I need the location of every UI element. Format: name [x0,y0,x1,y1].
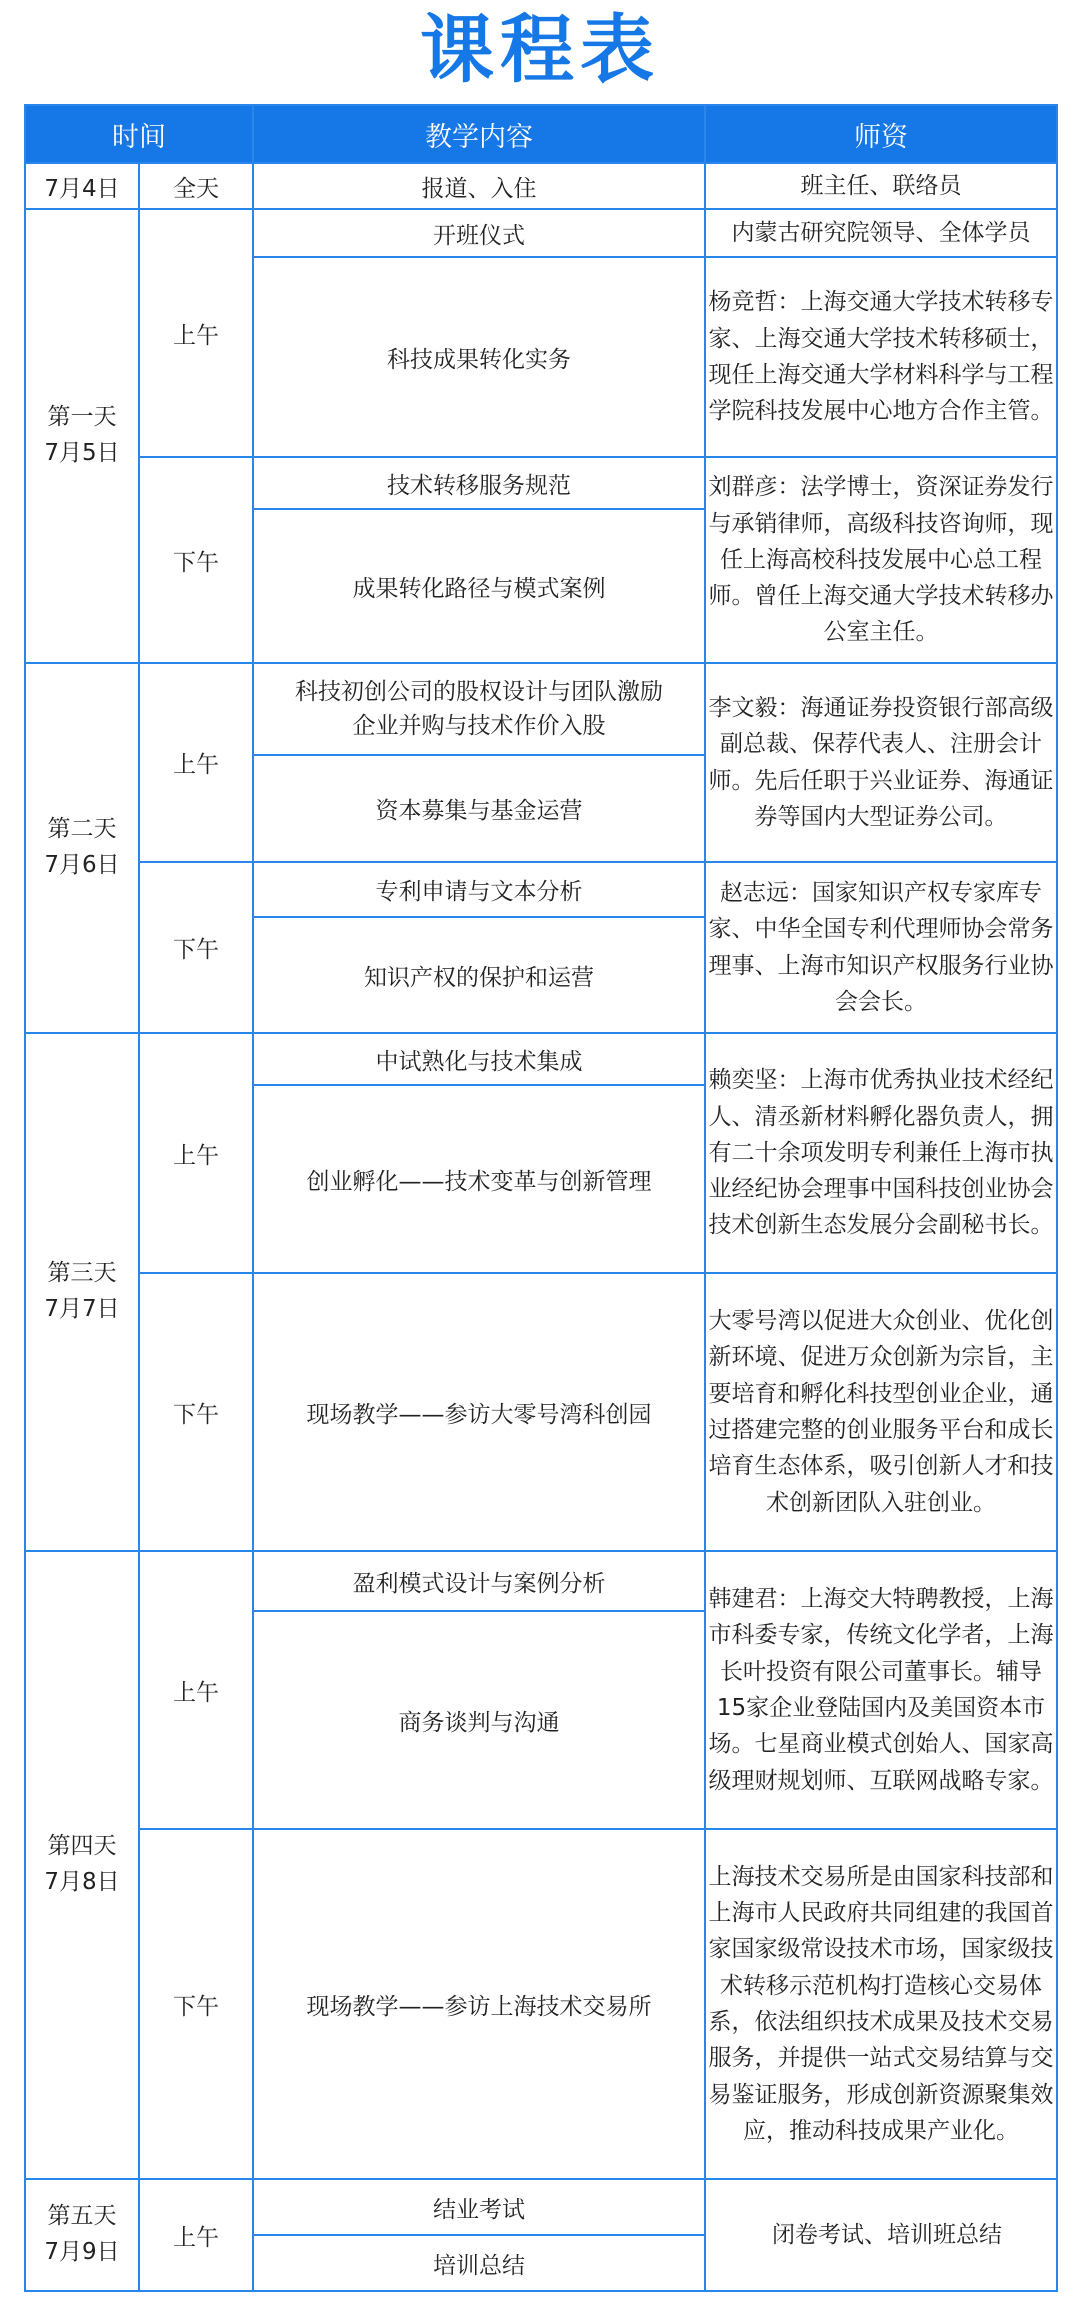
teacher-cell: 李文毅：海通证券投资银行部高级副总裁、保荐代表人、注册会计师。先后任职于兴业证券、海通证券等国内大型证券公司。 [705,663,1057,862]
schedule-table [24,104,1058,2292]
content-cell: 专利申请与文本分析 [253,862,705,917]
table-row [25,1829,1057,2179]
content-cell: 知识产权的保护和运营 [253,917,705,1033]
teacher-cell: 赵志远：国家知识产权专家库专家、中华全国专利代理师协会常务理事、上海市知识产权服务行业协会会长。 [705,862,1057,1033]
table-row [25,163,1057,209]
table-row [25,457,1057,509]
table-row [25,1273,1057,1551]
table-row [25,1033,1057,1085]
content-cell: 科技成果转化实务 [253,257,705,457]
period-cell: 下午 [139,862,253,1033]
content-cell: 现场教学——参访上海技术交易所 [253,1829,705,2179]
table-row [25,862,1057,917]
period-cell: 上午 [139,209,253,457]
table-row [25,209,1057,257]
period-cell: 下午 [139,1829,253,2179]
day-label: 第二天 7月6日 [25,663,139,1033]
content-cell: 盈利模式设计与案例分析 [253,1551,705,1611]
content-cell: 科技初创公司的股权设计与团队激励 企业并购与技术作价入股 [253,663,705,755]
header-content: 教学内容 [253,105,705,163]
period-cell: 下午 [139,1273,253,1551]
content-cell: 成果转化路径与模式案例 [253,509,705,663]
content-cell: 技术转移服务规范 [253,457,705,509]
period-cell: 上午 [139,2179,253,2291]
teacher-cell: 韩建君：上海交大特聘教授，上海市科委专家，传统文化学者，上海长叶投资有限公司董事长。辅导15家企业登陆国内及美国资本市场。七星商业模式创始人、国家高级理财规划师、互联网战略专家。 [705,1551,1057,1829]
content-cell: 报道、入住 [253,163,705,209]
page-title: 课程表 [420,7,660,93]
table-row [25,663,1057,755]
header-teacher: 师资 [705,105,1057,163]
content-cell: 开班仪式 [253,209,705,257]
period-cell: 全天 [139,163,253,209]
period-cell: 上午 [139,1551,253,1829]
content-cell: 商务谈判与沟通 [253,1611,705,1829]
date-cell: 7月4日 [25,163,139,209]
header-row [25,105,1057,163]
teacher-cell: 杨竞哲：上海交通大学技术转移专家、上海交通大学技术转移硕士，现任上海交通大学材料科学与工程学院科技发展中心地方合作主管。 [705,257,1057,457]
content-cell: 现场教学——参访大零号湾科创园 [253,1273,705,1551]
period-cell: 下午 [139,457,253,663]
teacher-cell: 内蒙古研究院领导、全体学员 [705,209,1057,257]
content-cell: 资本募集与基金运营 [253,755,705,862]
teacher-cell: 刘群彦：法学博士，资深证券发行与承销律师，高级科技咨询师，现任上海高校科技发展中心总工程师。曾任上海交通大学技术转移办公室主任。 [705,457,1057,663]
table-row [25,2179,1057,2235]
day-label: 第五天 7月9日 [25,2179,139,2291]
content-cell: 创业孵化——技术变革与创新管理 [253,1085,705,1273]
teacher-cell: 闭卷考试、培训班总结 [705,2179,1057,2291]
period-cell: 上午 [139,1033,253,1273]
day-label: 第一天 7月5日 [25,209,139,663]
table-row [25,1551,1057,1611]
teacher-cell: 大零号湾以促进大众创业、优化创新环境、促进万众创新为宗旨，主要培育和孵化科技型创业企业，通过搭建完整的创业服务平台和成长培育生态体系，吸引创新人才和技术创新团队入驻创业。 [705,1273,1057,1551]
content-cell: 中试熟化与技术集成 [253,1033,705,1085]
period-cell: 上午 [139,663,253,862]
teacher-cell: 上海技术交易所是由国家科技部和上海市人民政府共同组建的我国首家国家级常设技术市场，国家级技术转移示范机构打造核心交易体系，依法组织技术成果及技术交易服务，并提供一站式交易结算与交易鉴证服务，形成创新资源聚集效应，推动科技成果产业化。 [705,1829,1057,2179]
day-label: 第四天 7月8日 [25,1551,139,2179]
teacher-cell: 赖奕坚：上海市优秀执业技术经纪人、清丞新材料孵化器负责人，拥有二十余项发明专利兼任上海市执业经纪协会理事中国科技创业协会技术创新生态发展分会副秘书长。 [705,1033,1057,1273]
day-label: 第三天 7月7日 [25,1033,139,1551]
header-time: 时间 [25,105,253,163]
content-cell: 培训总结 [253,2235,705,2291]
content-cell: 结业考试 [253,2179,705,2235]
teacher-cell: 班主任、联络员 [705,163,1057,209]
